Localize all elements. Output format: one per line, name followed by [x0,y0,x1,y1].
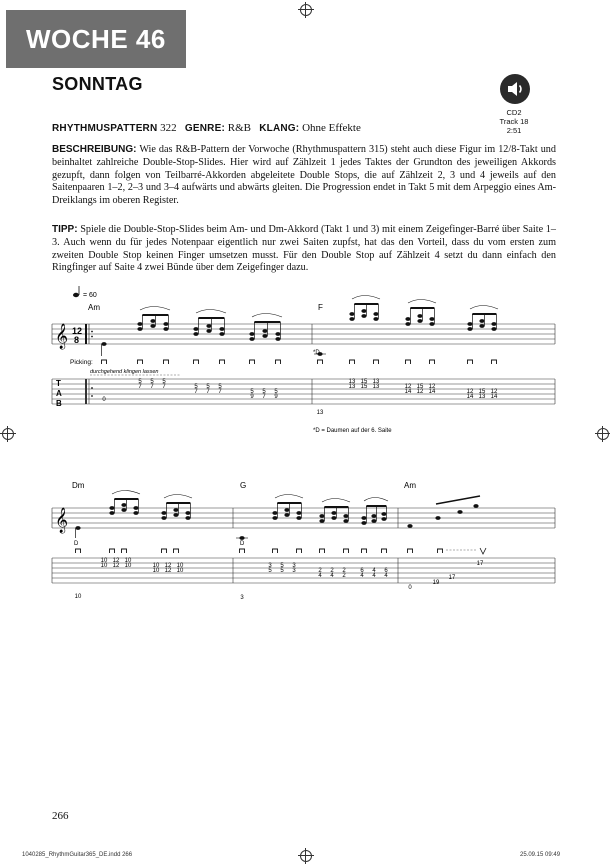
tab-number: 13 [348,379,356,385]
tab-number: 4 [384,573,388,579]
notehead [121,508,126,512]
slur [275,495,303,499]
notes-system-2 [75,491,480,540]
picking-marks-2 [76,548,487,554]
tab-number: 7 [218,389,222,395]
tab-number: 9 [250,394,254,400]
slur [140,307,170,311]
tab-number: 0 [102,397,106,403]
downstroke-mark [273,549,278,553]
downstroke-mark [362,549,367,553]
pattern-label: RHYTHMUSPATTERN [52,123,158,134]
page-number: 266 [52,810,69,822]
notehead [417,319,422,323]
tab-number: 7 [206,389,210,395]
downstroke-mark [430,360,435,364]
notehead [467,327,472,331]
tab-number: 19 [432,580,440,586]
tab-number: 5 [218,384,222,390]
downstroke-mark [468,360,473,364]
tab-number: 4 [330,573,334,579]
notehead [150,319,155,323]
downstroke-mark [374,360,379,364]
tab-number: 5 [268,568,272,574]
thumb-mark: *D [313,350,320,356]
notation-system-2 [0,478,610,608]
sound-value: Ohne Effekte [302,122,361,134]
tip-text: Spiele die Double-Stop-Slides beim Am- und Dm-Akkord (Takt 1 und 3) mit einem Zeigefinger-Barré über Saite 1–3. Auch wenn du für jedes Notenpaar eigentlich nur zwei Saiten zupfst, hat das den Vorteil, dass du vom ersten zum zweiten Double Stop keinen Finger umsetzen musst. Für den Double Stop auf Zählzeit 4 setzt du dann einfach den Ringfinger auf Saite 4 zwei Bünde über dem Zeigefinger dazu. [52,224,556,274]
slur [322,499,350,503]
audio-track-info [494,108,534,135]
tab-number: 5 [194,384,198,390]
treble-clef-icon-2: 𝄞 [55,507,69,532]
tab-numbers-system-2 [75,558,484,601]
downstroke-mark [240,549,245,553]
tab-number: 3 [240,595,244,601]
tab-numbers-system-1 [102,379,498,416]
tab-number: 10 [176,563,184,569]
tab-number: 10 [152,563,160,569]
notehead [373,317,378,321]
downstroke-mark [194,360,199,364]
notehead [109,506,114,510]
tab-number: 9 [274,394,278,400]
notehead [133,511,138,515]
downstroke-mark [297,549,302,553]
tab-number: 10 [176,568,184,574]
tab-number: 15 [360,379,368,385]
notehead [219,332,224,336]
arp-note [435,516,440,520]
week-title: WOCHE 46 [26,24,166,54]
slur [364,498,388,502]
notehead [284,508,289,512]
description-paragraph [52,144,556,208]
genre-value: R&B [227,122,251,134]
tab-number: 10 [124,558,132,564]
tab-number: 12 [490,389,498,395]
chord-f: F [318,303,323,312]
downstroke-mark [350,360,355,364]
tab-number: 3 [292,563,296,569]
notehead [319,514,324,518]
let-ring-text: durchgehend klingen lassen [90,369,159,375]
notehead [133,506,138,510]
slur [164,495,192,499]
notehead [331,511,336,515]
tab-number: 17 [448,575,456,581]
tempo-marking [73,286,97,299]
footer-file: 1040285_RhythmGuitar365_DE.indd 266 [22,852,133,858]
tab-number: 5 [150,379,154,385]
downstroke-mark [344,549,349,553]
note-beam [436,496,480,504]
downstroke-mark [320,549,325,553]
notehead [185,511,190,515]
track-number: Track 18 [499,117,529,126]
notehead [296,516,301,520]
description-label: BESCHREIBUNG: [52,144,137,155]
tab-number: 14 [466,394,474,400]
tip-paragraph [52,224,556,275]
tab-number: 5 [262,389,266,395]
notehead [206,329,211,333]
tab-number: 6 [384,568,388,574]
tab-number: 6 [360,568,364,574]
pattern-value: 322 [160,122,177,134]
tab-number: 5 [162,379,166,385]
tab-number: 13 [348,384,356,390]
notehead [193,327,198,331]
notehead [163,327,168,331]
tab-number: 10 [100,563,108,569]
notehead [429,317,434,321]
time-signature-bottom: 8 [74,335,80,345]
tip-label: TIPP: [52,224,78,235]
tab-number: 10 [152,568,160,574]
registration-mark-top [300,4,312,16]
notehead [373,312,378,316]
tab-number: 17 [476,561,484,567]
downstroke-mark [162,549,167,553]
notehead [109,511,114,515]
notehead [185,516,190,520]
tab-number: 0 [408,585,412,591]
notehead [121,503,126,507]
bass-note [75,526,80,530]
arp-note [473,504,478,508]
notehead [163,322,168,326]
tab-number: 5 [138,379,142,385]
notehead [343,519,348,523]
notes-system-1 [101,296,498,357]
tab-number: 12 [112,558,120,564]
d-mark-2: D [240,541,245,547]
downstroke-mark [406,360,411,364]
tab-letter-t: T [56,379,61,388]
downstroke-mark [276,360,281,364]
tab-number: 2 [342,568,346,574]
notehead [361,314,366,318]
notehead [361,516,366,520]
tab-number: 4 [318,573,322,579]
notehead [296,511,301,515]
tab-number: 5 [206,384,210,390]
tab-number: 5 [280,563,284,569]
tab-number: 12 [164,563,172,569]
notehead [161,511,166,515]
downstroke-mark [102,360,107,364]
tab-number: 12 [404,384,412,390]
tab-number: 13 [372,379,380,385]
chord-am: Am [88,303,100,312]
tab-number: 4 [372,568,376,574]
day-title: SONNTAG [52,74,143,94]
slur [252,314,282,318]
notehead [137,322,142,326]
tab-number: 10 [100,558,108,564]
tab-number: 4 [372,573,376,579]
tab-number: 14 [404,389,412,395]
notehead [319,519,324,523]
notehead [284,513,289,517]
footnote: *D = Daumen auf der 6. Saite [313,428,392,434]
picking-marks-1 [102,360,497,364]
arp-note [407,524,412,528]
tab-number: 7 [194,389,198,395]
tab-number: 2 [330,568,334,574]
tab-number: 15 [416,384,424,390]
notehead [381,512,386,516]
notehead [349,317,354,321]
tab-number: 4 [360,573,364,579]
tab-number: 13 [372,384,380,390]
staff-2 [52,508,555,528]
notehead [361,521,366,525]
tab-number: 10 [124,563,132,569]
notehead [262,334,267,338]
tempo-text: = 60 [83,292,97,299]
registration-mark-bottom [300,850,312,862]
downstroke-mark [174,549,179,553]
notehead [272,511,277,515]
track-duration: 2:51 [506,126,522,135]
tab-number: 7 [138,384,142,390]
tab-number: 12 [466,389,474,395]
notehead [405,317,410,321]
tab-number: 7 [150,384,154,390]
downstroke-mark [76,549,81,553]
notehead [371,514,376,518]
tab-number: 15 [360,384,368,390]
chord-dm: Dm [72,481,85,490]
tab-number: 5 [280,568,284,574]
bass-note [101,342,106,346]
tab-number: 3 [268,563,272,569]
treble-clef-icon: 𝄞 [55,323,69,348]
tab-number: 12 [112,563,120,569]
notehead [429,322,434,326]
tab-number: 2 [342,573,346,579]
notehead [272,516,277,520]
notehead [405,322,410,326]
tab-number: 7 [262,394,266,400]
staff-1 [52,324,555,344]
tab-number: 13 [478,394,486,400]
tab-letter-a: A [56,389,62,398]
downstroke-mark [318,360,323,364]
cd-number: CD2 [506,108,522,117]
notehead [491,327,496,331]
notehead [479,319,484,323]
notehead [206,324,211,328]
downstroke-mark [138,360,143,364]
notehead [219,327,224,331]
tab-number: 3 [292,568,296,574]
d-mark-1: D [74,541,79,547]
description-text: Wie das R&B-Pattern der Vorwoche (Rhythmuspattern 315) steht auch diese Figur im 12/8-Takt und beinhaltet zahlreiche Double-Stop-Slides. Hier wird auf Zählzeit 1 jedes Taktes der Grundton des jeweiligen Akkords gezupft, dann folgen von Teilbarré-Akkorden abgeleitete Double Stops, die auf Zählzeit 2, 3 und 4 jeweils auf den Saitenpaaren 1–2, 2–3 und 3–4 aufwärts und abwärts gleiten. Die Progression endet in Takt 5 mit dem Arpeggio eines Am-Dreiklangs im oberen Register. [52,144,556,207]
notehead [331,516,336,520]
footer-date: 25.09.15 09:49 [520,852,561,858]
downstroke-mark [122,549,127,553]
time-signature-top: 12 [72,326,83,336]
downstroke-mark [110,549,115,553]
picking-label: Picking: [70,359,93,366]
notehead [371,519,376,523]
notehead [137,327,142,331]
tab-number: 5 [250,389,254,395]
arp-note [457,510,462,514]
tab-number: 12 [428,384,436,390]
downstroke-mark [492,360,497,364]
notehead [417,314,422,318]
notehead [349,312,354,316]
downstroke-mark [250,360,255,364]
notehead [491,322,496,326]
meta-line [52,122,361,134]
notehead [262,329,267,333]
notehead [275,337,280,341]
notehead [249,332,254,336]
notehead [275,332,280,336]
upstroke-mark [480,548,486,554]
genre-label: GENRE: [184,123,225,134]
chord-g: G [240,481,247,490]
week-banner [6,10,186,68]
downstroke-mark [438,549,443,553]
notehead [150,324,155,328]
notehead [361,309,366,313]
slur [352,296,380,300]
tab-number: 14 [490,394,498,400]
tab-number: 7 [162,384,166,390]
sound-label: KLANG: [259,123,300,134]
notehead [381,517,386,521]
downstroke-mark [220,360,225,364]
tab-number: 5 [274,389,278,395]
notation-system-1 [0,280,610,440]
notehead [161,516,166,520]
slur [112,491,140,495]
downstroke-mark [382,549,387,553]
notehead [467,322,472,326]
slur [408,300,436,304]
tab-number: 13 [316,410,324,416]
notehead [343,514,348,518]
notehead [479,324,484,328]
tab-number: 10 [74,594,82,600]
downstroke-mark [408,549,413,553]
slur [470,306,498,310]
tab-number: 12 [416,389,424,395]
notehead [193,332,198,336]
notehead [173,508,178,512]
tab-number: 12 [164,568,172,574]
tab-number: 14 [428,389,436,395]
slur [196,310,226,314]
speaker-icon[interactable] [500,74,530,104]
notehead [173,513,178,517]
tab-number: 15 [478,389,486,395]
chord-am-end: Am [404,481,416,490]
tab-letter-b: B [56,399,62,408]
notehead [249,337,254,341]
downstroke-mark [164,360,169,364]
tab-number: 2 [318,568,322,574]
